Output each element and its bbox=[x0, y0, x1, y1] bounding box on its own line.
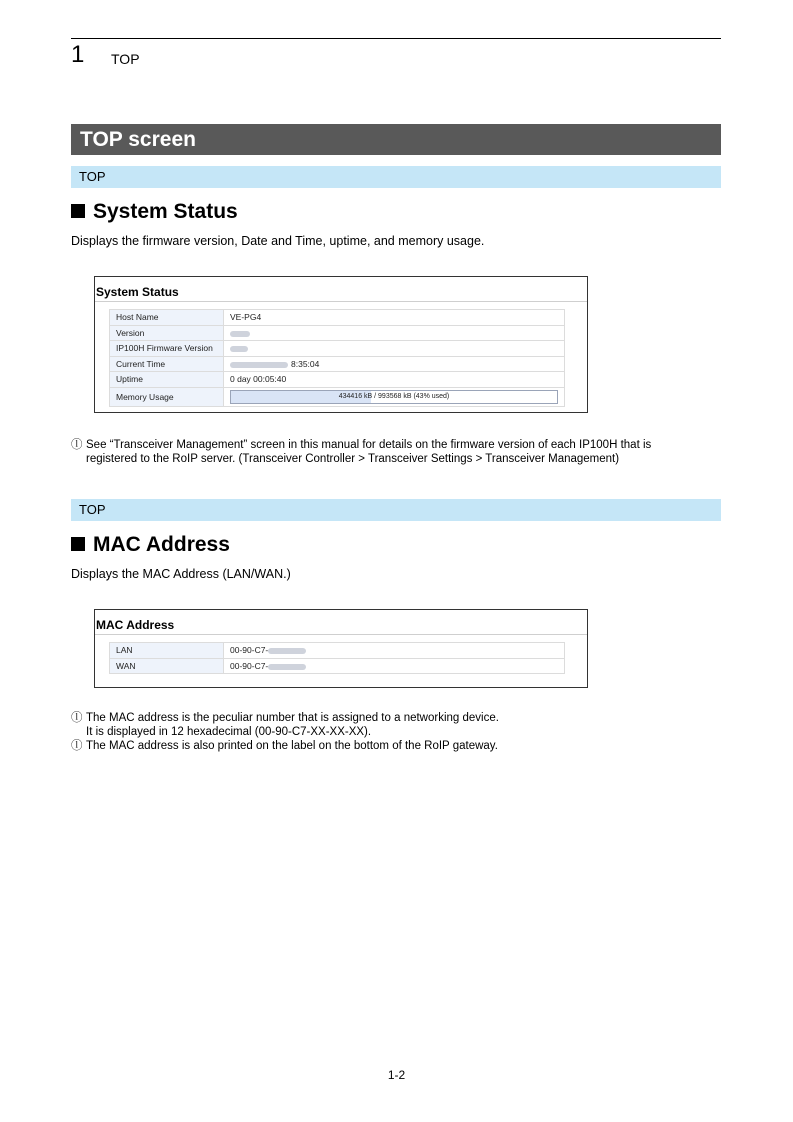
memory-usage-text: 434416 kB / 993568 kB (43% used) bbox=[338, 392, 450, 400]
heading-system-status: System Status bbox=[71, 199, 238, 225]
table-row bbox=[110, 387, 565, 406]
row-label: WAN bbox=[110, 658, 224, 674]
info-icon: ⓛ bbox=[71, 740, 83, 752]
row-value bbox=[224, 325, 565, 341]
row-label: IP100H Firmware Version bbox=[110, 341, 224, 357]
row-value bbox=[224, 341, 565, 357]
panel-title: MAC Address bbox=[96, 618, 175, 632]
row-value bbox=[224, 387, 565, 406]
page-number: 1-2 bbox=[387, 1068, 406, 1082]
row-label: LAN bbox=[110, 643, 224, 659]
table-row bbox=[110, 658, 565, 674]
panel-title: System Status bbox=[96, 285, 179, 299]
mac-address-notes: ⓛ The MAC address is the peculiar number that is assigned to a networking device. It is displayed in 12 hexadecimal (00-90-C7-XX-XX-XX). ⓛ The MAC address is also printed on the label on the bottom of the RoIP gateway. bbox=[71, 712, 499, 752]
row-label: Host Name bbox=[110, 310, 224, 326]
redacted-value bbox=[230, 346, 248, 352]
info-icon: ⓛ bbox=[71, 439, 83, 451]
redacted-value bbox=[268, 648, 306, 654]
panel-divider bbox=[95, 634, 587, 635]
row-label: Uptime bbox=[110, 372, 224, 388]
mac-address-panel bbox=[94, 609, 588, 688]
system-status-table bbox=[109, 309, 565, 407]
mac-address-description: Displays the MAC Address (LAN/WAN.) bbox=[71, 567, 291, 581]
table-row bbox=[110, 356, 565, 372]
system-status-description: Displays the firmware version, Date and Time, uptime, and memory usage. bbox=[71, 234, 485, 248]
heading-mac-address: MAC Address bbox=[71, 532, 230, 558]
breadcrumb-system-status: TOP bbox=[71, 166, 721, 188]
table-row bbox=[110, 310, 565, 326]
system-status-panel bbox=[94, 276, 588, 413]
table-row bbox=[110, 643, 565, 659]
mac-address-table bbox=[109, 642, 565, 674]
chapter-title: TOP bbox=[111, 51, 140, 67]
memory-usage-bar bbox=[230, 390, 558, 404]
row-value: 0 day 00:05:40 bbox=[224, 372, 565, 388]
row-value: VE-PG4 bbox=[224, 310, 565, 326]
breadcrumb-mac-address: TOP bbox=[71, 499, 721, 521]
info-icon: ⓛ bbox=[71, 712, 83, 724]
row-label: Current Time bbox=[110, 356, 224, 372]
row-value: 00-90-C7- bbox=[224, 658, 565, 674]
panel-divider bbox=[95, 301, 587, 302]
table-row bbox=[110, 341, 565, 357]
section-title: TOP screen bbox=[71, 124, 721, 155]
row-label: Version bbox=[110, 325, 224, 341]
chapter-number: 1 bbox=[71, 41, 85, 68]
table-row bbox=[110, 325, 565, 341]
square-bullet-icon bbox=[71, 537, 85, 551]
header-rule bbox=[71, 38, 721, 39]
row-label: Memory Usage bbox=[110, 387, 224, 406]
table-row bbox=[110, 372, 565, 388]
redacted-value bbox=[230, 362, 288, 368]
redacted-value bbox=[268, 664, 306, 670]
row-value: 00-90-C7- bbox=[224, 643, 565, 659]
system-status-note: ⓛ See “Transceiver Management” screen in this manual for details on the firmware version of each IP100H that is registered to the RoIP server. (Transceiver Controller > Transceiver Settings > Transceiver Management) bbox=[71, 439, 652, 465]
square-bullet-icon bbox=[71, 204, 85, 218]
row-value: 8:35:04 bbox=[224, 356, 565, 372]
redacted-value bbox=[230, 331, 250, 337]
